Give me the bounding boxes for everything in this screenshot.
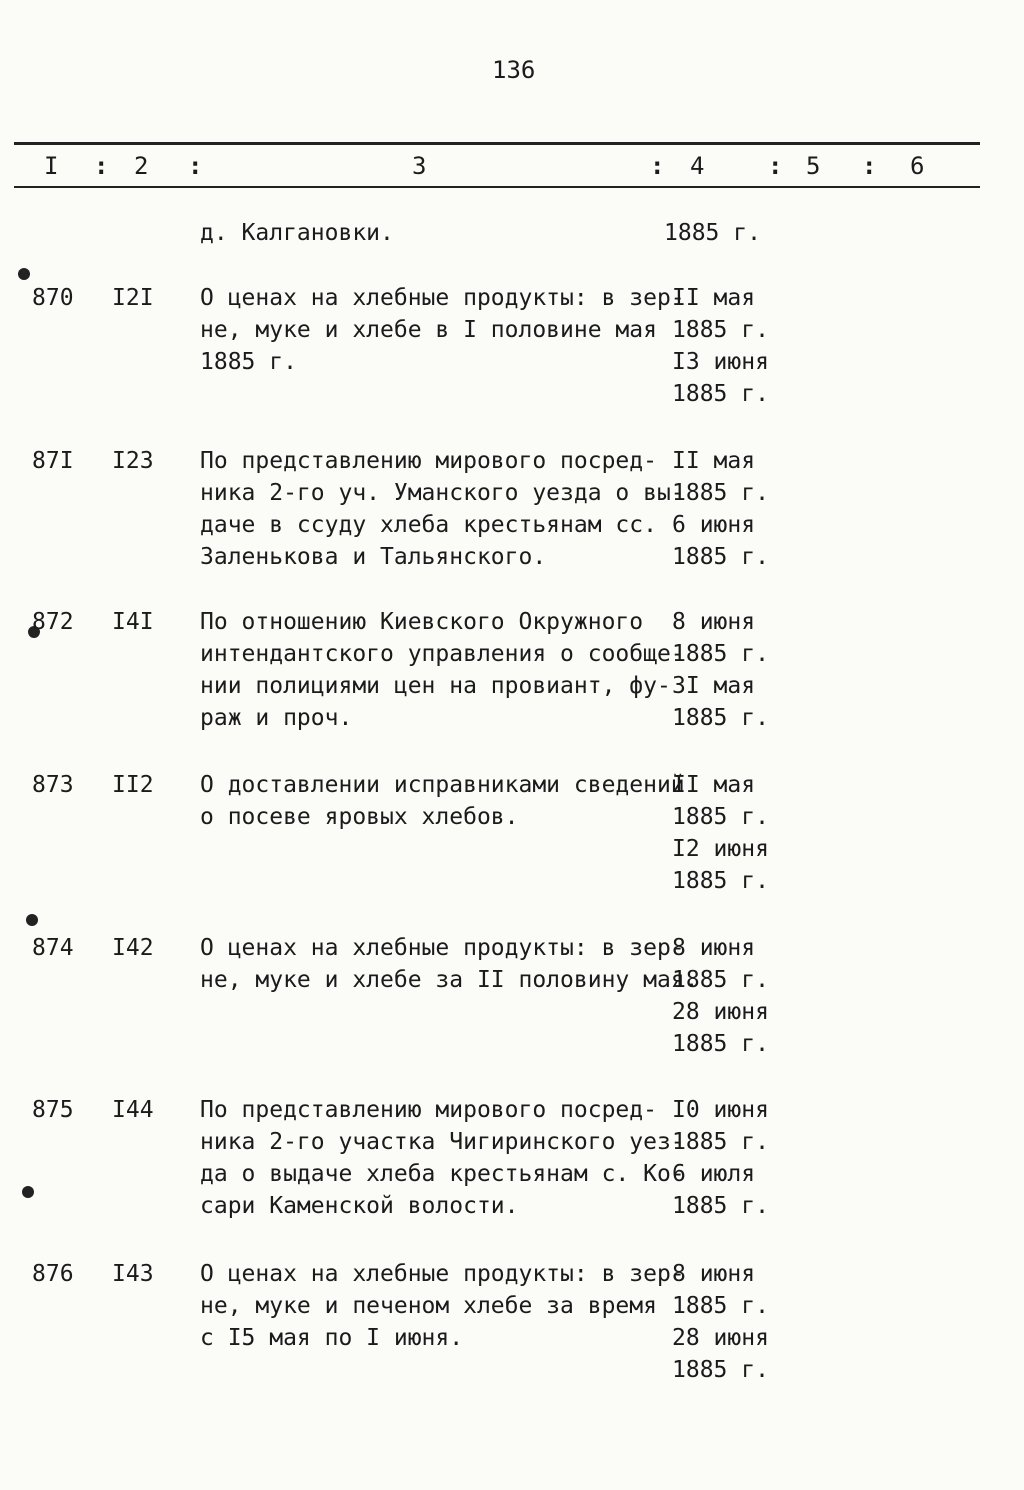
record-title-line: ника 2-го уч. Уманского уезда о вы- [200,480,685,506]
record-number: 873 [32,772,74,798]
record-date-line: 3I мая [672,673,756,699]
record-number: 876 [32,1261,74,1287]
record-date-line: 1885 г. [672,641,769,667]
record-title-line: не, муке и хлебе в I половине мая [200,317,657,343]
record-title-line: 1885 г. [200,349,297,375]
record-date-line: 1885 г. [672,1031,769,1057]
record-title-line: не, муке и печеном хлебе за время [200,1293,657,1319]
record-title-line: О доставлении исправниками сведений [200,772,685,798]
record-title-line: Заленькова и Тальянского. [200,544,547,570]
record-title-line: да о выдаче хлеба крестьянам с. Ко- [200,1161,685,1187]
record-title-line: сари Каменской волости. [200,1193,519,1219]
record-date-line: I3 июня [672,349,769,375]
continuation-title: д. Калгановки. [200,220,394,246]
record-date-line: 1885 г. [672,705,769,731]
record-date-line: 6 июня [672,512,756,538]
record-title-line: нии полициями цен на провиант, фу- [200,673,671,699]
record-date-line: II мая [672,772,756,798]
header-separator: : [94,152,109,180]
header-separator: : [650,152,665,180]
record-file: I42 [112,935,154,961]
record-date-line: II мая [672,285,756,311]
record-title-line: О ценах на хлебные продукты: в зер- [200,935,685,961]
header-col-4: 4 [690,152,705,180]
record-file: I4I [112,609,154,635]
record-date-line: 28 июня [672,999,769,1025]
margin-mark [18,268,30,280]
record-file: I43 [112,1261,154,1287]
record-date-line: II мая [672,448,756,474]
header-separator: : [862,152,877,180]
record-title-line: По представлению мирового посред- [200,448,657,474]
header-rule-top [14,142,980,145]
header-col-1: I [44,152,59,180]
record-title-line: По представлению мирового посред- [200,1097,657,1123]
record-title-line: По отношению Киевского Окружного [200,609,644,635]
record-date-line: 1885 г. [672,868,769,894]
margin-mark [22,1186,34,1198]
record-number: 875 [32,1097,74,1123]
record-title-line: О ценах на хлебные продукты: в зер- [200,1261,685,1287]
record-date-line: 8 июня [672,609,756,635]
record-title-line: интендантского управления о сообще- [200,641,685,667]
header-col-5: 5 [806,152,821,180]
record-date-line: 1885 г. [672,544,769,570]
page-number: 136 [492,56,536,84]
header-separator: : [188,152,203,180]
record-date-line: 8 июня [672,935,756,961]
header-col-2: 2 [134,152,149,180]
header-col-6: 6 [910,152,925,180]
record-date-line: 1885 г. [672,1193,769,1219]
record-date-line: 1885 г. [672,1357,769,1383]
record-date-line: 1885 г. [672,317,769,343]
continuation-date: 1885 г. [664,220,761,246]
record-date-line: 6 июля [672,1161,756,1187]
record-file: I44 [112,1097,154,1123]
record-date-line: 28 июня [672,1325,769,1351]
record-number: 870 [32,285,74,311]
record-title-line: ника 2-го участка Чигиринского уез- [200,1129,685,1155]
record-number: 87I [32,448,74,474]
record-title-line: о посеве яровых хлебов. [200,804,519,830]
record-date-line: 1885 г. [672,1293,769,1319]
record-title-line: раж и проч. [200,705,353,731]
record-title-line: не, муке и хлебе за II половину мая. [200,967,699,993]
record-date-line: I0 июня [672,1097,769,1123]
record-date-line: 1885 г. [672,967,769,993]
record-date-line: 1885 г. [672,804,769,830]
record-date-line: 1885 г. [672,1129,769,1155]
record-file: I2I [112,285,154,311]
record-date-line: 1885 г. [672,381,769,407]
record-date-line: I2 июня [672,836,769,862]
record-date-line: 1885 г. [672,480,769,506]
record-number: 872 [32,609,74,635]
record-title-line: О ценах на хлебные продукты: в зер- [200,285,685,311]
record-title-line: даче в ссуду хлеба крестьянам сс. [200,512,657,538]
record-file: II2 [112,772,154,798]
margin-mark [26,914,38,926]
header-col-3: 3 [412,152,427,180]
record-number: 874 [32,935,74,961]
header-rule-bottom [14,186,980,188]
header-separator: : [768,152,783,180]
record-title-line: с I5 мая по I июня. [200,1325,464,1351]
record-date-line: 8 июня [672,1261,756,1287]
record-file: I23 [112,448,154,474]
